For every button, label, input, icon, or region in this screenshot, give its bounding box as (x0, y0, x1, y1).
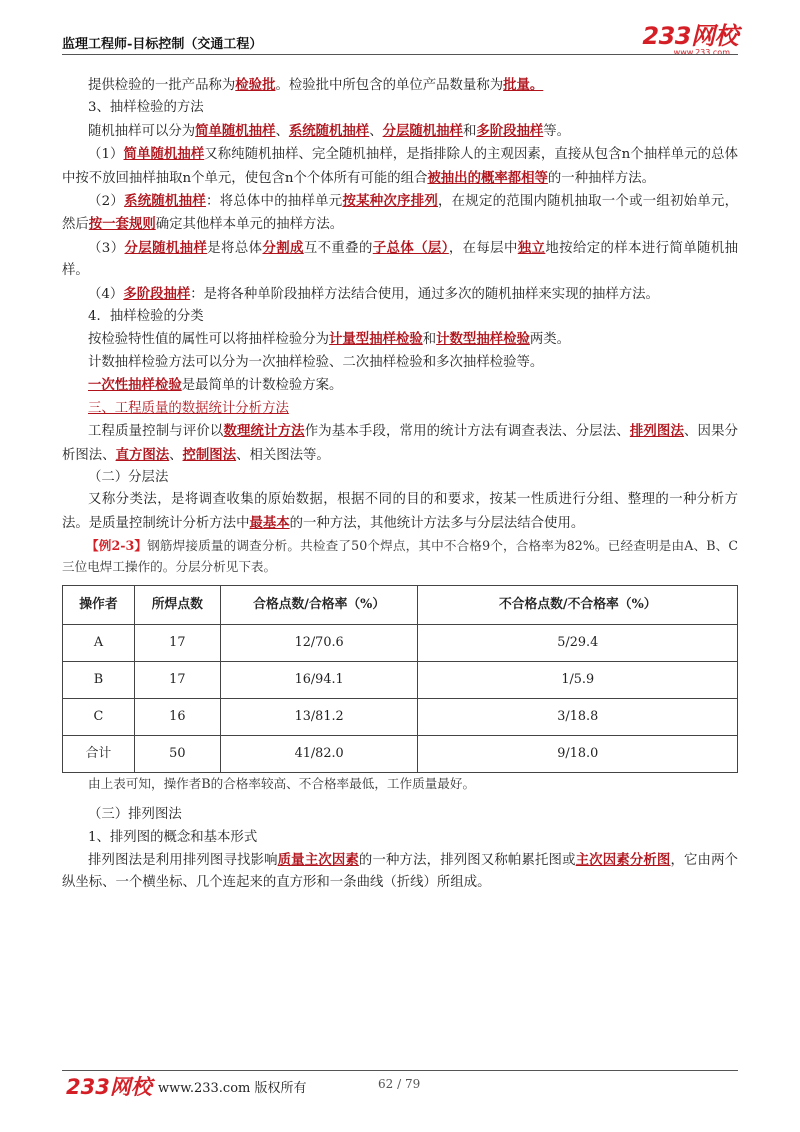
table-row (63, 699, 738, 736)
stratification-table (62, 585, 738, 773)
table-cell: A (63, 625, 135, 662)
header-title: 监理工程师-目标控制（交通工程） (62, 37, 263, 52)
heading-sampling-methods: 3、抽样检验的方法 (88, 100, 204, 116)
footer-divider (62, 1070, 738, 1071)
table-row (63, 662, 738, 699)
paragraph: 随机抽样可以分为简单随机抽样、系统随机抽样、分层随机抽样和多阶段抽样等。 (88, 122, 571, 139)
table-cell: 12/70.6 (220, 625, 418, 662)
heading-stratification: （二）分层法 (88, 469, 169, 485)
paragraph: 提供检验的一批产品称为检验批。检验批中所包含的单位产品数量称为批量。 (88, 77, 544, 93)
section-heading: 三、工程质量的数据统计分析方法 (88, 400, 289, 416)
table-header: 所焊点数 (134, 586, 220, 625)
table-cell: 13/81.2 (220, 699, 418, 736)
table-header: 不合格点数/不合格率（%） (418, 586, 738, 625)
paragraph: （2）系统随机抽样：将总体中的抽样单元按某种次序排列，在规定的范围内随机抽取一个或一组初始单元，然后按一套规则确定其他样本单元的抽样方法。 (62, 193, 739, 233)
heading-pareto: （三）排列图法 (88, 807, 182, 823)
paragraph: 又称分类法，是将调查收集的原始数据，根据不同的目的和要求，按某一性质进行分组、整理的一种分析方法。是质量控制统计分析方法中最基本的一种方法，其他统计方法多与分层法结合使用。 (62, 492, 738, 531)
paragraph: 按检验特性值的属性可以将抽样检验分为计量型抽样检验和计数型抽样检验两类。 (88, 331, 571, 348)
conclusion-text: 由上表可知，操作者B的合格率较高、不合格率最低，工作质量最好。 (88, 776, 476, 792)
table-cell: 17 (134, 625, 220, 662)
table-cell: 16/94.1 (220, 662, 418, 699)
table-cell: 3/18.8 (418, 699, 738, 736)
example-text: 【例2-3】钢筋焊接质量的调查分析。共检查了50个焊点，其中不合格9个，合格率为82%。已经查明是由A、B、C 三位电焊工操作的。分层分析见下表。 (62, 538, 738, 575)
table-header: 操作者 (63, 586, 135, 625)
table-cell: C (63, 699, 135, 736)
table-cell: 17 (134, 662, 220, 699)
paragraph: （4）多阶段抽样：是将各种单阶段抽样方法结合使用，通过多次的随机抽样来实现的抽样方法。 (88, 285, 659, 302)
table-cell: 合计 (63, 736, 135, 773)
header-divider (62, 54, 738, 55)
table-header-row (63, 586, 738, 625)
paragraph: 工程质量控制与评价以数理统计方法作为基本手段，常用的统计方法有调查表法、分层法、排列图法、因果分析图法、直方图法、控制图法、相关图法等。 (62, 423, 739, 463)
table-cell: 50 (134, 736, 220, 773)
footer-copyright: www.233.com 版权所有 (158, 1081, 307, 1096)
table-cell: 1/5.9 (418, 662, 738, 699)
heading-classification: 4．抽样检验的分类 (88, 309, 204, 325)
table-row (63, 625, 738, 662)
table-cell: 9/18.0 (418, 736, 738, 773)
document-body (62, 74, 738, 895)
logo-url: www.233.com (673, 48, 730, 57)
logo-text: 233网校 (642, 22, 738, 50)
example-tag: 【例2-3】 (86, 538, 148, 554)
table-cell: B (63, 662, 135, 699)
paragraph: 计数抽样检验方法可以分为一次抽样检验、二次抽样检验和多次抽样检验等。 (88, 354, 544, 370)
page-number: 62 / 79 (378, 1077, 421, 1091)
paragraph: （1）简单随机抽样又称纯随机抽样、完全随机抽样，是指排除人的主观因素，直接从包含n个抽样单元的总体中按不放回抽样抽取n个单元，使包含n个个体所有可能的组合被抽出的概率都相等的一种抽样方法。 (62, 146, 738, 186)
table-cell: 16 (134, 699, 220, 736)
table-row-total (63, 736, 738, 773)
paragraph: 一次性抽样检验是最简单的计数检验方案。 (88, 377, 343, 394)
paragraph: 排列图法是利用排列图寻找影响质量主次因素的一种方法，排列图又称帕累托图或主次因素分析图，它由两个纵坐标、一个横坐标、几个连起来的直方形和一条曲线（折线）所组成。 (62, 851, 739, 891)
brand-logo[interactable] (642, 24, 738, 57)
footer-logo[interactable]: 233网校 (66, 1075, 152, 1099)
heading-pareto-concept: 1、排列图的概念和基本形式 (88, 829, 258, 845)
table-header: 合格点数/合格率（%） (220, 586, 418, 625)
table-cell: 41/82.0 (220, 736, 418, 773)
table-cell: 5/29.4 (418, 625, 738, 662)
paragraph: （3）分层随机抽样是将总体分割成互不重叠的子总体（层），在每层中独立地按给定的样本进行简单随机抽样。 (62, 239, 739, 279)
